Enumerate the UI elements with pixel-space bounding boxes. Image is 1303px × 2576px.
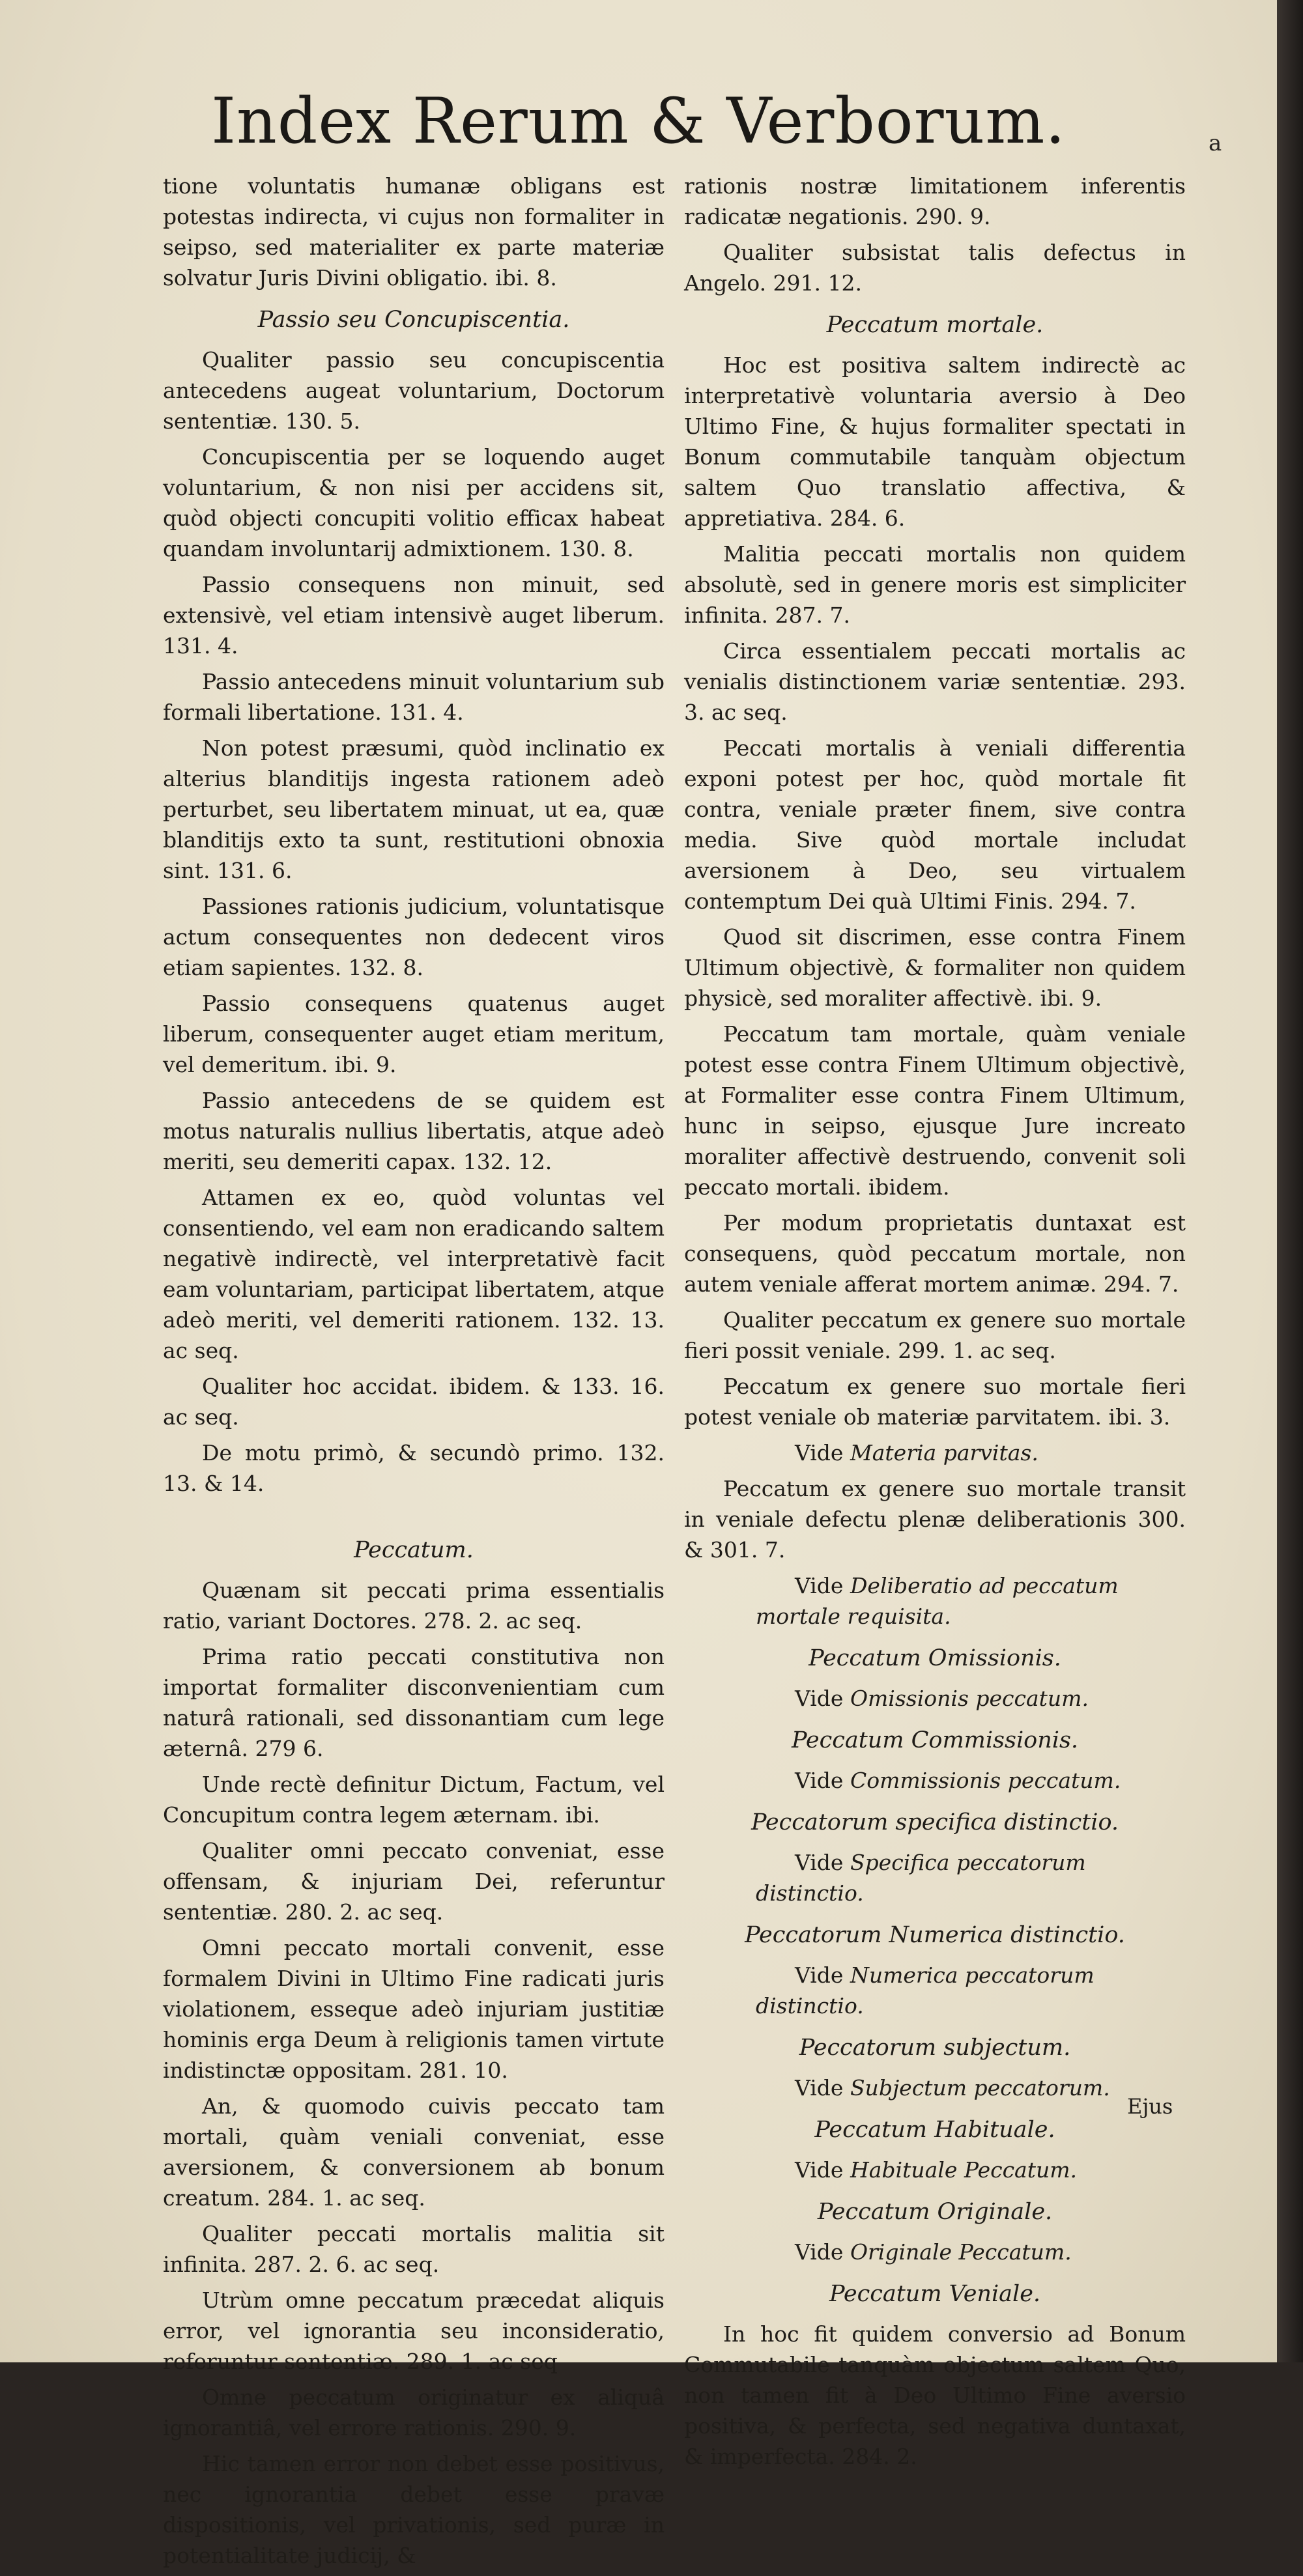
vide-target: Commissionis peccatum. <box>850 1768 1121 1793</box>
index-entry: Prima ratio peccati constitutiva non importat formaliter disconvenientiam cum naturâ rationali, sed dissonantiam cum lege æternâ. 279 6. <box>163 1644 665 1761</box>
index-entry: Omni peccato mortali convenit, esse formalem Divini in Ultimo Fine radicati juris violationem, esseque adeò injuriam justitiæ hominis erga Deum à religionis tamen virtute indistinctæ oppositam. 281. 10. <box>163 1935 665 2083</box>
index-entry: Passio antecedens de se quidem est motus naturalis nullius libertatis, atque adeò meriti, seu demeriti capax. 132. 12. <box>163 1088 665 1174</box>
page-title: Index Rerum & Verborum. <box>211 85 1066 158</box>
entry-heading: Peccatum Habituale. <box>814 2117 1055 2143</box>
vide-target: Materia parvitas. <box>850 1440 1038 1465</box>
vide-target: Omissionis peccatum. <box>850 1686 1089 1711</box>
entry-heading: Peccatum Omissionis. <box>809 1645 1061 1671</box>
entry-heading: Passio seu Concupiscentia. <box>257 307 570 333</box>
catchword: Ejus <box>1127 2094 1173 2119</box>
index-entry: In hoc fit quidem conversio ad Bonum Commutabile tanquàm objectum saltem Quo, non tamen fit à Deo Ultimo Fine aversio positiva, & perfecta, sed negativa duntaxat, & imperfecta. 284. 2. <box>684 2321 1186 2469</box>
entry-heading: Peccatum Commissionis. <box>791 1727 1079 1753</box>
vide-label: Vide <box>795 2075 850 2101</box>
index-entry: Passio consequens quatenus auget liberum, consequenter auget etiam meritum, vel demeritum. ibi. 9. <box>163 991 665 1077</box>
index-entry: Peccatum tam mortale, quàm veniale potest esse contra Finem Ultimum objectivè, at Formaliter esse contra Finem Ultimum, hunc in seipso, ejusque Jure increato moraliter affectivè destruendo, convenit soli peccato mortali. ibidem. <box>684 1021 1186 1200</box>
book-edge <box>1277 0 1303 2362</box>
right-column <box>684 171 1186 2477</box>
index-entry: Qualiter peccatum ex genere suo mortale fieri possit veniale. 299. 1. ac seq. <box>684 1307 1186 1363</box>
cross-reference <box>684 1960 1186 2021</box>
entry-heading: Peccatum Veniale. <box>829 2281 1041 2307</box>
index-entry: Hoc est positiva saltem indirectè ac interpretativè voluntaria aversio à Deo Ultimo Fine, & hujus formaliter spectati in Bonum commutabile tanquàm objectum saltem Quo translatio affectiva, & appretiativa. 284. 6. <box>684 352 1186 531</box>
cross-reference <box>684 1847 1186 1908</box>
index-entry: Peccati mortalis à veniali differentia exponi potest per hoc, quòd mortale fit contra, veniale præter finem, sive contra media. Sive quòd mortale includat aversionem à Deo, seu virtualem contemptum Dei quà Ultimi Finis. 294. 7. <box>684 735 1186 914</box>
entry-heading: Peccatum mortale. <box>826 312 1044 338</box>
entry-heading: Peccatorum Numerica distinctio. <box>745 1922 1125 1948</box>
index-entry: Omne peccatum originatur ex aliquâ ignorantiâ, vel errore rationis. 290. 9. <box>163 2385 665 2441</box>
cross-reference <box>684 2155 1186 2185</box>
entry-heading: Peccatum Originale. <box>817 2199 1053 2225</box>
index-entry: Utrùm omne peccatum præcedat aliquis error, vel ignorantia seu inconsideratio, referuntur sententiæ. 289. 1. ac seq <box>163 2287 665 2374</box>
entry-heading: Peccatorum specifica distinctio. <box>751 1809 1119 1835</box>
cross-reference <box>684 1683 1186 1714</box>
index-entry: Hic tamen error non debet esse positivus, nec ignorantia debet esse pravæ dispositionis, vel privationis, sed puræ in potentialitate judicij, & <box>163 2451 665 2568</box>
left-column <box>163 171 665 2576</box>
index-entry: De motu primò, & secundò primo. 132. 13. & 14. <box>163 1440 665 1496</box>
vide-target: Deliberatio ad peccatum mortale requisita. <box>756 1573 1119 1629</box>
cross-reference <box>684 2237 1186 2267</box>
corner-mark: a <box>1209 130 1222 156</box>
index-entry: Qualiter passio seu concupiscentia antecedens augeat voluntarium, Doctorum sententiæ. 130. 5. <box>163 347 665 434</box>
index-entry: Concupiscentia per se loquendo auget voluntarium, & non nisi per accidens sit, quòd objecti concupiti volitio efficax habeat quandam involuntarij admixtionem. 130. 8. <box>163 444 665 561</box>
index-entry: Per modum proprietatis duntaxat est consequens, quòd peccatum mortale, non autem veniale afferat mortem animæ. 294. 7. <box>684 1210 1186 1297</box>
vide-label: Vide <box>795 1768 850 1793</box>
entry-heading: Peccatorum subjectum. <box>799 2035 1071 2061</box>
index-entry: Attamen ex eo, quòd voluntas vel consentiendo, vel eam non eradicando saltem negativè indirectè, vel interpretativè facit eam voluntariam, participat libertatem, atque adeò meriti, vel demeriti rationem. 132. 13. ac seq. <box>163 1185 665 1363</box>
index-entry: Quod sit discrimen, esse contra Finem Ultimum objectivè, & formaliter non quidem physicè, sed moraliter affectivè. ibi. 9. <box>684 924 1186 1011</box>
cross-reference <box>684 1437 1186 1468</box>
vide-label: Vide <box>795 1850 850 1875</box>
cross-reference <box>684 2073 1186 2103</box>
vide-target: Habituale Peccatum. <box>850 2157 1078 2183</box>
entry-heading: Peccatum. <box>354 1537 474 1563</box>
vide-target: Numerica peccatorum distinctio. <box>756 1962 1095 2018</box>
index-entry: Passio antecedens minuit voluntarium sub formali libertatione. 131. 4. <box>163 669 665 725</box>
vide-label: Vide <box>795 1573 850 1598</box>
index-entry: Qualiter subsistat talis defectus in Angelo. 291. 12. <box>684 240 1186 296</box>
index-entry: Peccatum ex genere suo mortale transit in veniale defectu plenæ deliberationis 300. & 301. 7. <box>684 1476 1186 1563</box>
vide-target: Originale Peccatum. <box>850 2239 1072 2265</box>
vide-label: Vide <box>795 2239 850 2265</box>
vide-label: Vide <box>795 1440 850 1465</box>
vide-label: Vide <box>795 2157 850 2183</box>
index-entry: Peccatum ex genere suo mortale fieri potest veniale ob materiæ parvitatem. ibi. 3. <box>684 1374 1186 1430</box>
vide-label: Vide <box>795 1686 850 1711</box>
index-entry: Qualiter hoc accidat. ibidem. & 133. 16. ac seq. <box>163 1374 665 1430</box>
cross-reference <box>684 1765 1186 1796</box>
index-entry: Qualiter omni peccato conveniat, esse offensam, & injuriam Dei, referuntur sententiæ. 280. 2. ac seq. <box>163 1838 665 1925</box>
index-entry: Non potest præsumi, quòd inclinatio ex alterius blanditijs ingesta rationem adeò perturbet, seu libertatem minuat, ut ea, quæ blanditijs exto ta sunt, restitutioni obnoxia sint. 131. 6. <box>163 735 665 883</box>
index-entry: Circa essentialem peccati mortalis ac venialis distinctionem variæ sententiæ. 293. 3. ac seq. <box>684 638 1186 725</box>
index-entry: Passio consequens non minuit, sed extensivè, vel etiam intensivè auget liberum. 131. 4. <box>163 572 665 658</box>
index-entry: Malitia peccati mortalis non quidem absolutè, sed in genere moris est simpliciter infinita. 287. 7. <box>684 541 1186 628</box>
vide-target: Subjectum peccatorum. <box>850 2075 1110 2101</box>
index-entry: Passiones rationis judicium, voluntatisque actum consequentes non dedecent viros etiam sapientes. 132. 8. <box>163 894 665 980</box>
index-entry: Unde rectè definitur Dictum, Factum, vel Concupitum contra legem æternam. ibi. <box>163 1772 665 1828</box>
cross-reference <box>684 1570 1186 1632</box>
vide-label: Vide <box>795 1962 850 1988</box>
index-entry: rationis nostræ limitationem inferentis radicatæ negationis. 290. 9. <box>684 173 1186 229</box>
vide-target: Specifica peccatorum distinctio. <box>756 1850 1086 1906</box>
index-entry: tione voluntatis humanæ obligans est potestas indirecta, vi cujus non formaliter in seipso, sed materialiter ex parte materiæ solvatur Juris Divini obligatio. ibi. 8. <box>163 173 665 290</box>
index-entry: Quænam sit peccati prima essentialis ratio, variant Doctores. 278. 2. ac seq. <box>163 1578 665 1634</box>
index-entry: Qualiter peccati mortalis malitia sit infinita. 287. 2. 6. ac seq. <box>163 2221 665 2277</box>
index-entry: An, & quomodo cuivis peccato tam mortali, quàm veniali conveniat, esse aversionem, & conversionem ab bonum creatum. 284. 1. ac seq. <box>163 2093 665 2211</box>
